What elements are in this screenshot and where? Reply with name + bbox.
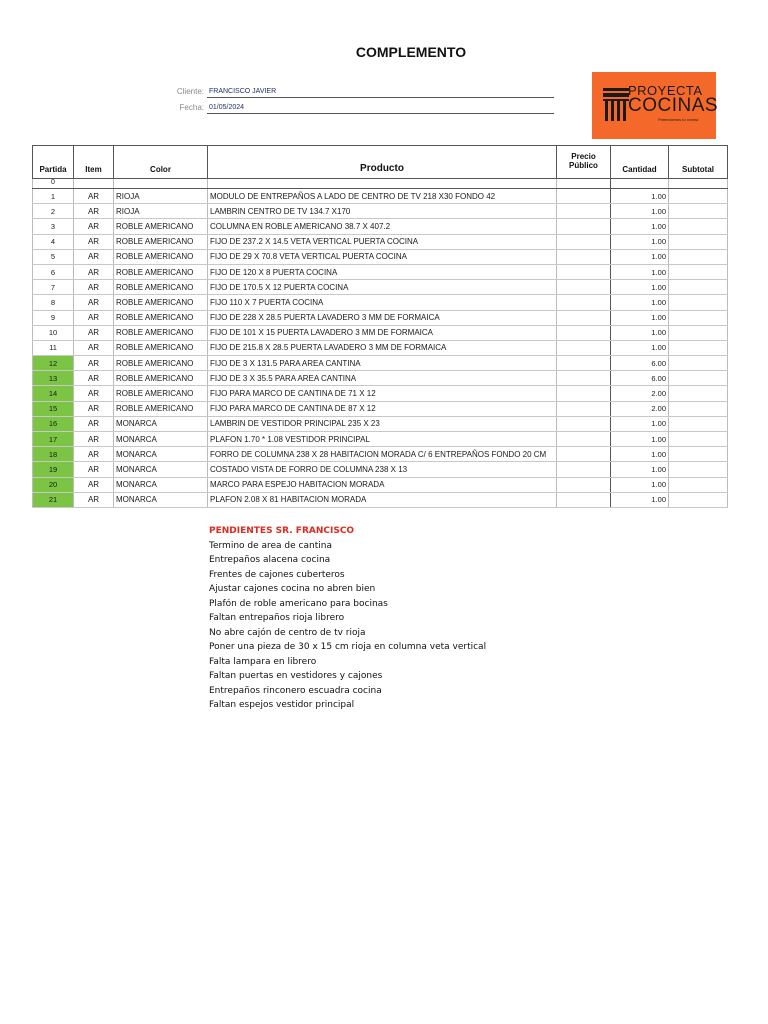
notes-title: PENDIENTES SR. FRANCISCO bbox=[209, 526, 355, 536]
table-row bbox=[33, 264, 728, 279]
cantidad-cell: 1.00 bbox=[611, 264, 669, 279]
company-logo bbox=[592, 72, 719, 139]
table-row bbox=[33, 447, 728, 462]
fecha-field[interactable]: 01/05/2024 bbox=[207, 102, 554, 114]
table-row bbox=[33, 477, 728, 492]
precio-cell bbox=[557, 189, 611, 204]
partida-cell: 12 bbox=[33, 356, 74, 371]
partida-cell: 20 bbox=[33, 477, 74, 492]
precio-cell bbox=[557, 234, 611, 249]
precio-cell bbox=[557, 401, 611, 416]
producto-cell: FIJO PARA MARCO DE CANTINA DE 71 X 12 bbox=[208, 386, 557, 401]
table-row bbox=[33, 295, 728, 310]
subtotal-cell bbox=[669, 356, 728, 371]
note-item: No abre cajón de centro de tv rioja bbox=[209, 627, 366, 638]
subtotal-cell bbox=[669, 386, 728, 401]
item-cell: AR bbox=[74, 189, 114, 204]
color-cell: ROBLE AMERICANO bbox=[114, 219, 208, 234]
precio-cell bbox=[557, 340, 611, 355]
color-cell: ROBLE AMERICANO bbox=[114, 280, 208, 295]
header-item: Item bbox=[74, 146, 114, 179]
cantidad-cell: 1.00 bbox=[611, 219, 669, 234]
producto-cell: FIJO DE 215.8 X 28.5 PUERTA LAVADERO 3 MM DE FORMAICA bbox=[208, 340, 557, 355]
precio-cell bbox=[557, 249, 611, 264]
note-item: Faltan espejos vestidor principal bbox=[209, 700, 355, 710]
partida-cell: 7 bbox=[33, 280, 74, 295]
color-cell: ROBLE AMERICANO bbox=[114, 325, 208, 340]
partida-cell: 11 bbox=[33, 340, 74, 355]
note-item: Termino de area de cantina bbox=[209, 540, 332, 551]
precio-cell bbox=[557, 325, 611, 340]
table-row bbox=[33, 416, 728, 431]
item-cell: AR bbox=[74, 249, 114, 264]
color-cell: RIOJA bbox=[114, 189, 208, 204]
producto-cell: COLUMNA EN ROBLE AMERICANO 38.7 X 407.2 bbox=[208, 219, 557, 234]
producto-cell: MODULO DE ENTREPAÑOS A LADO DE CENTRO DE TV 218 X30 FONDO 42 bbox=[208, 189, 557, 204]
subtotal-cell bbox=[669, 401, 728, 416]
cantidad-cell: 2.00 bbox=[611, 401, 669, 416]
table-row bbox=[33, 219, 728, 234]
items-table bbox=[32, 145, 728, 508]
partida-cell: 18 bbox=[33, 447, 74, 462]
color-cell: MONARCA bbox=[114, 447, 208, 462]
precio-cell bbox=[557, 264, 611, 279]
subtotal-cell bbox=[669, 249, 728, 264]
item-cell: AR bbox=[74, 447, 114, 462]
cantidad-cell: 2.00 bbox=[611, 386, 669, 401]
table-row bbox=[33, 432, 728, 447]
partida-cell: 9 bbox=[33, 310, 74, 325]
table-row bbox=[33, 189, 728, 204]
subtotal-cell bbox=[669, 462, 728, 477]
subtotal-cell bbox=[669, 416, 728, 431]
item-cell: AR bbox=[74, 462, 114, 477]
partida-cell: 3 bbox=[33, 219, 74, 234]
subtotal-cell bbox=[669, 492, 728, 507]
color-cell: RIOJA bbox=[114, 204, 208, 219]
table-row bbox=[33, 401, 728, 416]
precio-cell bbox=[557, 477, 611, 492]
color-cell: ROBLE AMERICANO bbox=[114, 340, 208, 355]
precio-cell bbox=[557, 447, 611, 462]
cantidad-cell: 1.00 bbox=[611, 325, 669, 340]
color-cell: MONARCA bbox=[114, 416, 208, 431]
precio-cell bbox=[557, 462, 611, 477]
color-cell: ROBLE AMERICANO bbox=[114, 264, 208, 279]
item-cell: AR bbox=[74, 401, 114, 416]
subtotal-cell bbox=[669, 325, 728, 340]
precio-cell bbox=[557, 416, 611, 431]
precio-cell bbox=[557, 310, 611, 325]
table-row bbox=[33, 204, 728, 219]
subtotal-cell bbox=[669, 280, 728, 295]
subtotal-cell bbox=[669, 295, 728, 310]
table-row bbox=[33, 310, 728, 325]
table-row bbox=[33, 340, 728, 355]
note-item: Plafón de roble americano para bocinas bbox=[209, 598, 388, 609]
precio-cell bbox=[557, 386, 611, 401]
producto-cell: PLAFON 1.70 * 1.08 VESTIDOR PRINCIPAL bbox=[208, 432, 557, 447]
precio-cell bbox=[557, 280, 611, 295]
note-item: Faltan entrepaños rioja librero bbox=[209, 613, 345, 623]
precio-cell bbox=[557, 371, 611, 386]
header-color: Color bbox=[114, 146, 208, 179]
table-header-row bbox=[33, 146, 728, 179]
partida-cell: 15 bbox=[33, 401, 74, 416]
precio-cell bbox=[557, 492, 611, 507]
item-cell: AR bbox=[74, 295, 114, 310]
precio-cell bbox=[557, 432, 611, 447]
producto-cell: FIJO DE 170.5 X 12 PUERTA COCINA bbox=[208, 280, 557, 295]
cantidad-cell: 1.00 bbox=[611, 492, 669, 507]
precio-cell bbox=[557, 219, 611, 234]
partida-cell: 16 bbox=[33, 416, 74, 431]
note-item: Frentes de cajones cuberteros bbox=[209, 569, 345, 580]
cantidad-cell: 1.00 bbox=[611, 340, 669, 355]
cantidad-cell: 1.00 bbox=[611, 310, 669, 325]
subtotal-cell bbox=[669, 189, 728, 204]
table-row bbox=[33, 462, 728, 477]
producto-cell: MARCO PARA ESPEJO HABITACION MORADA bbox=[208, 477, 557, 492]
subtotal-cell bbox=[669, 340, 728, 355]
color-cell: ROBLE AMERICANO bbox=[114, 234, 208, 249]
item-cell: AR bbox=[74, 310, 114, 325]
producto-cell: PLAFON 2.08 X 81 HABITACION MORADA bbox=[208, 492, 557, 507]
producto-cell: FIJO 110 X 7 PUERTA COCINA bbox=[208, 295, 557, 310]
item-cell: AR bbox=[74, 325, 114, 340]
partida-cell: 5 bbox=[33, 249, 74, 264]
precio-cell bbox=[557, 204, 611, 219]
producto-cell: FORRO DE COLUMNA 238 X 28 HABITACION MORADA C/ 6 ENTREPAÑOS FONDO 20 CM bbox=[208, 447, 557, 462]
item-cell: AR bbox=[74, 280, 114, 295]
note-item: Poner una pieza de 30 x 15 cm rioja en columna veta vertical bbox=[209, 642, 487, 652]
item-cell: AR bbox=[74, 371, 114, 386]
cliente-label: Cliente: bbox=[176, 87, 204, 96]
table-row bbox=[33, 386, 728, 401]
partida-cell: 2 bbox=[33, 204, 74, 219]
item-cell: AR bbox=[74, 234, 114, 249]
header-partida: Partida bbox=[33, 146, 74, 179]
header-cantidad: Cantidad bbox=[611, 146, 669, 179]
color-cell: ROBLE AMERICANO bbox=[114, 356, 208, 371]
partida-cell: 13 bbox=[33, 371, 74, 386]
table-row bbox=[33, 249, 728, 264]
table-row bbox=[33, 371, 728, 386]
producto-cell: FIJO DE 228 X 28.5 PUERTA LAVADERO 3 MM DE FORMAICA bbox=[208, 310, 557, 325]
subtotal-cell bbox=[669, 219, 728, 234]
precio-cell bbox=[557, 356, 611, 371]
producto-cell: FIJO PARA MARCO DE CANTINA DE 87 X 12 bbox=[208, 401, 557, 416]
partida-cell: 21 bbox=[33, 492, 74, 507]
logo-text-proyecta: PROYECTA bbox=[628, 83, 703, 98]
producto-cell: FIJO DE 3 X 35.5 PARA AREA CANTINA bbox=[208, 371, 557, 386]
item-cell: AR bbox=[74, 477, 114, 492]
partida-cell: 6 bbox=[33, 264, 74, 279]
pending-notes bbox=[209, 524, 486, 713]
header-precio: Precio Público bbox=[557, 146, 611, 179]
fecha-label: Fecha: bbox=[179, 103, 204, 112]
note-item: Faltan puertas en vestidores y cajones bbox=[209, 671, 383, 681]
subtotal-cell bbox=[669, 371, 728, 386]
color-cell: MONARCA bbox=[114, 477, 208, 492]
cantidad-cell: 1.00 bbox=[611, 249, 669, 264]
producto-cell: FIJO DE 120 X 8 PUERTA COCINA bbox=[208, 264, 557, 279]
item-cell: AR bbox=[74, 219, 114, 234]
subtotal-cell bbox=[669, 264, 728, 279]
subtotal-cell bbox=[669, 234, 728, 249]
item-cell: AR bbox=[74, 340, 114, 355]
color-cell: ROBLE AMERICANO bbox=[114, 249, 208, 264]
cantidad-cell: 6.00 bbox=[611, 356, 669, 371]
partida-cell: 19 bbox=[33, 462, 74, 477]
note-item: Falta lampara en librero bbox=[209, 656, 317, 667]
item-cell: AR bbox=[74, 264, 114, 279]
cantidad-cell: 1.00 bbox=[611, 447, 669, 462]
zero-cell: 0 bbox=[33, 179, 74, 189]
item-cell: AR bbox=[74, 492, 114, 507]
producto-cell: FIJO DE 237.2 X 14.5 VETA VERTICAL PUERTA COCINA bbox=[208, 234, 557, 249]
partida-cell: 17 bbox=[33, 432, 74, 447]
partida-cell: 10 bbox=[33, 325, 74, 340]
page-title: COMPLEMENTO bbox=[355, 44, 467, 60]
color-cell: ROBLE AMERICANO bbox=[114, 386, 208, 401]
note-item: Entrepaños alacena cocina bbox=[209, 555, 331, 565]
cliente-field[interactable]: FRANCISCO JAVIER bbox=[207, 86, 554, 98]
logo-tagline: Potenciamos tu cocina bbox=[658, 117, 699, 122]
partida-cell: 8 bbox=[33, 295, 74, 310]
logo-text-cocinas: COCINAS bbox=[628, 95, 719, 116]
cantidad-cell: 1.00 bbox=[611, 432, 669, 447]
subtotal-cell bbox=[669, 432, 728, 447]
color-cell: MONARCA bbox=[114, 462, 208, 477]
subtotal-cell bbox=[669, 447, 728, 462]
precio-cell bbox=[557, 295, 611, 310]
item-cell: AR bbox=[74, 386, 114, 401]
color-cell: ROBLE AMERICANO bbox=[114, 371, 208, 386]
header-producto: Producto bbox=[208, 146, 557, 179]
color-cell: ROBLE AMERICANO bbox=[114, 401, 208, 416]
header-subtotal: Subtotal bbox=[669, 146, 728, 179]
item-cell: AR bbox=[74, 432, 114, 447]
item-cell: AR bbox=[74, 416, 114, 431]
item-cell: AR bbox=[74, 356, 114, 371]
cantidad-cell: 1.00 bbox=[611, 234, 669, 249]
partida-cell: 4 bbox=[33, 234, 74, 249]
producto-cell: LAMBRIN CENTRO DE TV 134.7 X170 bbox=[208, 204, 557, 219]
producto-cell: FIJO DE 101 X 15 PUERTA LAVADERO 3 MM DE FORMAICA bbox=[208, 325, 557, 340]
cantidad-cell: 1.00 bbox=[611, 295, 669, 310]
note-item: Ajustar cajones cocina no abren bien bbox=[209, 584, 376, 594]
item-cell: AR bbox=[74, 204, 114, 219]
table-row bbox=[33, 356, 728, 371]
subtotal-cell bbox=[669, 477, 728, 492]
partida-cell: 14 bbox=[33, 386, 74, 401]
color-cell: ROBLE AMERICANO bbox=[114, 310, 208, 325]
cantidad-cell: 1.00 bbox=[611, 280, 669, 295]
cantidad-cell: 1.00 bbox=[611, 477, 669, 492]
color-cell: MONARCA bbox=[114, 432, 208, 447]
cantidad-cell: 1.00 bbox=[611, 189, 669, 204]
subtotal-cell bbox=[669, 204, 728, 219]
producto-cell: FIJO DE 29 X 70.8 VETA VERTICAL PUERTA COCINA bbox=[208, 249, 557, 264]
table-row bbox=[33, 492, 728, 507]
table-row-zero bbox=[33, 179, 728, 189]
cantidad-cell: 1.00 bbox=[611, 462, 669, 477]
table-row bbox=[33, 325, 728, 340]
producto-cell: FIJO DE 3 X 131.5 PARA AREA CANTINA bbox=[208, 356, 557, 371]
cantidad-cell: 6.00 bbox=[611, 371, 669, 386]
table-row bbox=[33, 234, 728, 249]
producto-cell: LAMBRIN DE VESTIDOR PRINCIPAL 235 X 23 bbox=[208, 416, 557, 431]
producto-cell: COSTADO VISTA DE FORRO DE COLUMNA 238 X 13 bbox=[208, 462, 557, 477]
cantidad-cell: 1.00 bbox=[611, 416, 669, 431]
color-cell: ROBLE AMERICANO bbox=[114, 295, 208, 310]
note-item: Entrepaños rinconero escuadra cocina bbox=[209, 685, 382, 696]
cantidad-cell: 1.00 bbox=[611, 204, 669, 219]
partida-cell: 1 bbox=[33, 189, 74, 204]
subtotal-cell bbox=[669, 310, 728, 325]
color-cell: MONARCA bbox=[114, 492, 208, 507]
table-row bbox=[33, 280, 728, 295]
